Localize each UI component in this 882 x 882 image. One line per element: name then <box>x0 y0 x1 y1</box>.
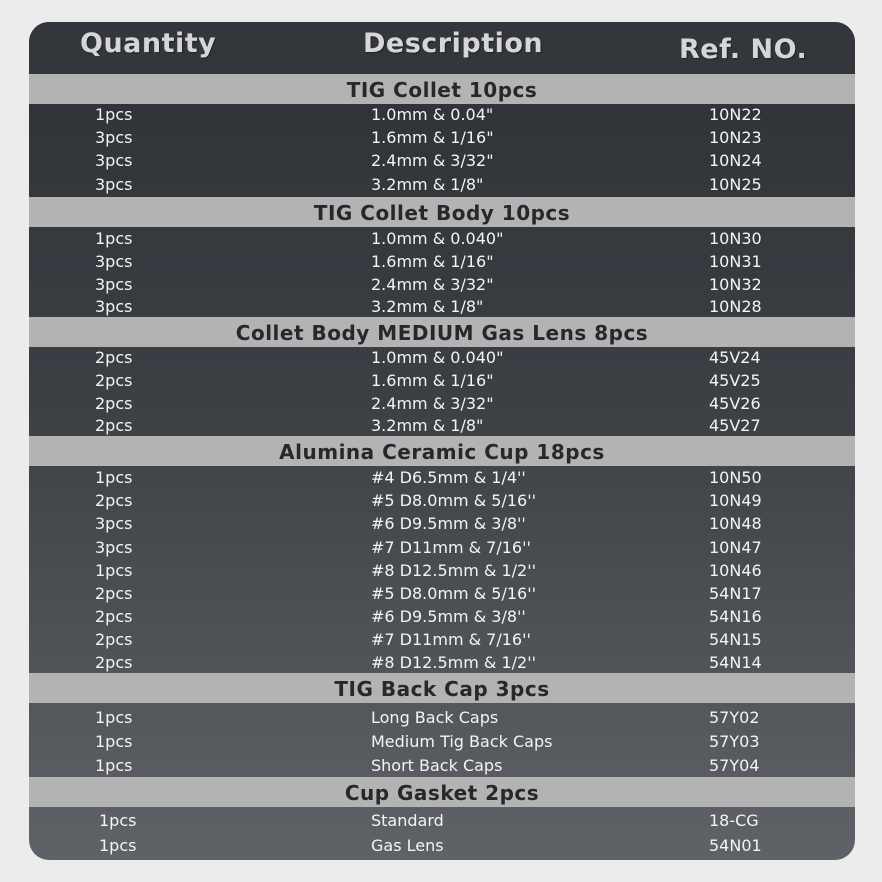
table-header <box>29 22 855 74</box>
table-row <box>29 229 855 251</box>
ref-cell: 10N30 <box>709 229 762 248</box>
quantity-cell: 1pcs <box>95 756 133 775</box>
quantity-cell: 3pcs <box>95 252 133 271</box>
ref-cell: 10N50 <box>709 468 762 487</box>
description-cell: Gas Lens <box>371 836 444 855</box>
ref-cell: 54N14 <box>709 653 762 672</box>
table-row <box>29 630 855 652</box>
ref-cell: 54N15 <box>709 630 762 649</box>
description-cell: #4 D6.5mm & 1/4'' <box>371 468 526 487</box>
quantity-cell: 1pcs <box>95 229 133 248</box>
quantity-cell: 1pcs <box>95 468 133 487</box>
quantity-cell: 1pcs <box>95 561 133 580</box>
quantity-cell: 2pcs <box>95 394 133 413</box>
table-row <box>29 348 855 370</box>
description-cell: 1.6mm & 1/16" <box>371 252 494 271</box>
ref-cell: 54N17 <box>709 584 762 603</box>
table-row <box>29 128 855 150</box>
ref-cell: 18-CG <box>709 811 759 830</box>
table-row <box>29 394 855 416</box>
quantity-cell: 3pcs <box>95 538 133 557</box>
quantity-cell: 3pcs <box>95 175 133 194</box>
section-title: TIG Back Cap 3pcs <box>29 673 855 703</box>
quantity-cell: 2pcs <box>95 416 133 435</box>
table-row <box>29 491 855 513</box>
description-cell: #5 D8.0mm & 5/16'' <box>371 491 536 510</box>
table-row <box>29 653 855 675</box>
header-quantity: Quantity <box>80 28 217 59</box>
ref-cell: 57Y03 <box>709 732 760 751</box>
description-cell: 1.6mm & 1/16" <box>371 128 494 147</box>
table-row <box>29 708 855 730</box>
quantity-cell: 1pcs <box>95 708 133 727</box>
section-title: Alumina Ceramic Cup 18pcs <box>29 436 855 466</box>
quantity-cell: 3pcs <box>95 297 133 316</box>
table-row <box>29 561 855 583</box>
table-row <box>29 151 855 173</box>
description-cell: 1.6mm & 1/16" <box>371 371 494 390</box>
description-cell: 3.2mm & 1/8" <box>371 175 484 194</box>
ref-cell: 10N25 <box>709 175 762 194</box>
ref-cell: 45V26 <box>709 394 761 413</box>
quantity-cell: 1pcs <box>95 732 133 751</box>
ref-cell: 54N01 <box>709 836 762 855</box>
description-cell: #5 D8.0mm & 5/16'' <box>371 584 536 603</box>
ref-cell: 45V24 <box>709 348 761 367</box>
ref-cell: 10N28 <box>709 297 762 316</box>
ref-cell: 10N49 <box>709 491 762 510</box>
description-cell: #7 D11mm & 7/16'' <box>371 630 531 649</box>
quantity-cell: 2pcs <box>95 491 133 510</box>
ref-cell: 57Y04 <box>709 756 760 775</box>
quantity-cell: 3pcs <box>95 151 133 170</box>
table-row <box>29 175 855 197</box>
quantity-cell: 3pcs <box>95 514 133 533</box>
ref-cell: 45V25 <box>709 371 761 390</box>
table-row <box>29 811 855 833</box>
table-row <box>29 105 855 127</box>
table-row <box>29 607 855 629</box>
table-row <box>29 538 855 560</box>
ref-cell: 10N47 <box>709 538 762 557</box>
ref-cell: 54N16 <box>709 607 762 626</box>
table-row <box>29 756 855 778</box>
ref-cell: 45V27 <box>709 416 761 435</box>
description-cell: 2.4mm & 3/32" <box>371 394 494 413</box>
description-cell: #7 D11mm & 7/16'' <box>371 538 531 557</box>
description-cell: 3.2mm & 1/8" <box>371 416 484 435</box>
table-row <box>29 371 855 393</box>
table-row <box>29 252 855 274</box>
ref-cell: 10N46 <box>709 561 762 580</box>
description-cell: #8 D12.5mm & 1/2'' <box>371 561 536 580</box>
table-row <box>29 732 855 754</box>
description-cell: #6 D9.5mm & 3/8'' <box>371 607 526 626</box>
description-cell: Long Back Caps <box>371 708 499 727</box>
description-cell: 2.4mm & 3/32" <box>371 151 494 170</box>
description-cell: Short Back Caps <box>371 756 503 775</box>
quantity-cell: 1pcs <box>99 836 137 855</box>
table-row <box>29 584 855 606</box>
description-cell: 1.0mm & 0.040" <box>371 348 504 367</box>
quantity-cell: 1pcs <box>99 811 137 830</box>
description-cell: 2.4mm & 3/32" <box>371 275 494 294</box>
ref-cell: 10N24 <box>709 151 762 170</box>
quantity-cell: 3pcs <box>95 128 133 147</box>
table-row <box>29 297 855 319</box>
quantity-cell: 2pcs <box>95 630 133 649</box>
description-cell: #6 D9.5mm & 3/8'' <box>371 514 526 533</box>
quantity-cell: 2pcs <box>95 348 133 367</box>
quantity-cell: 2pcs <box>95 584 133 603</box>
ref-cell: 10N23 <box>709 128 762 147</box>
quantity-cell: 1pcs <box>95 105 133 124</box>
header-ref-no: Ref. NO. <box>679 34 808 65</box>
description-cell: 1.0mm & 0.040" <box>371 229 504 248</box>
table-row <box>29 416 855 438</box>
quantity-cell: 2pcs <box>95 371 133 390</box>
table-row <box>29 836 855 858</box>
description-cell: 3.2mm & 1/8" <box>371 297 484 316</box>
description-cell: 1.0mm & 0.04" <box>371 105 494 124</box>
ref-cell: 10N32 <box>709 275 762 294</box>
quantity-cell: 3pcs <box>95 275 133 294</box>
table-row <box>29 514 855 536</box>
section-title: TIG Collet Body 10pcs <box>29 197 855 227</box>
ref-cell: 57Y02 <box>709 708 760 727</box>
table-row <box>29 468 855 490</box>
header-description: Description <box>363 28 544 59</box>
section-title: Collet Body MEDIUM Gas Lens 8pcs <box>29 317 855 347</box>
table-row <box>29 275 855 297</box>
ref-cell: 10N48 <box>709 514 762 533</box>
ref-cell: 10N31 <box>709 252 762 271</box>
description-cell: Standard <box>371 811 444 830</box>
section-title: TIG Collet 10pcs <box>29 74 855 104</box>
parts-list-card <box>29 22 855 860</box>
description-cell: Medium Tig Back Caps <box>371 732 553 751</box>
ref-cell: 10N22 <box>709 105 762 124</box>
section-title: Cup Gasket 2pcs <box>29 777 855 807</box>
quantity-cell: 2pcs <box>95 607 133 626</box>
description-cell: #8 D12.5mm & 1/2'' <box>371 653 536 672</box>
quantity-cell: 2pcs <box>95 653 133 672</box>
